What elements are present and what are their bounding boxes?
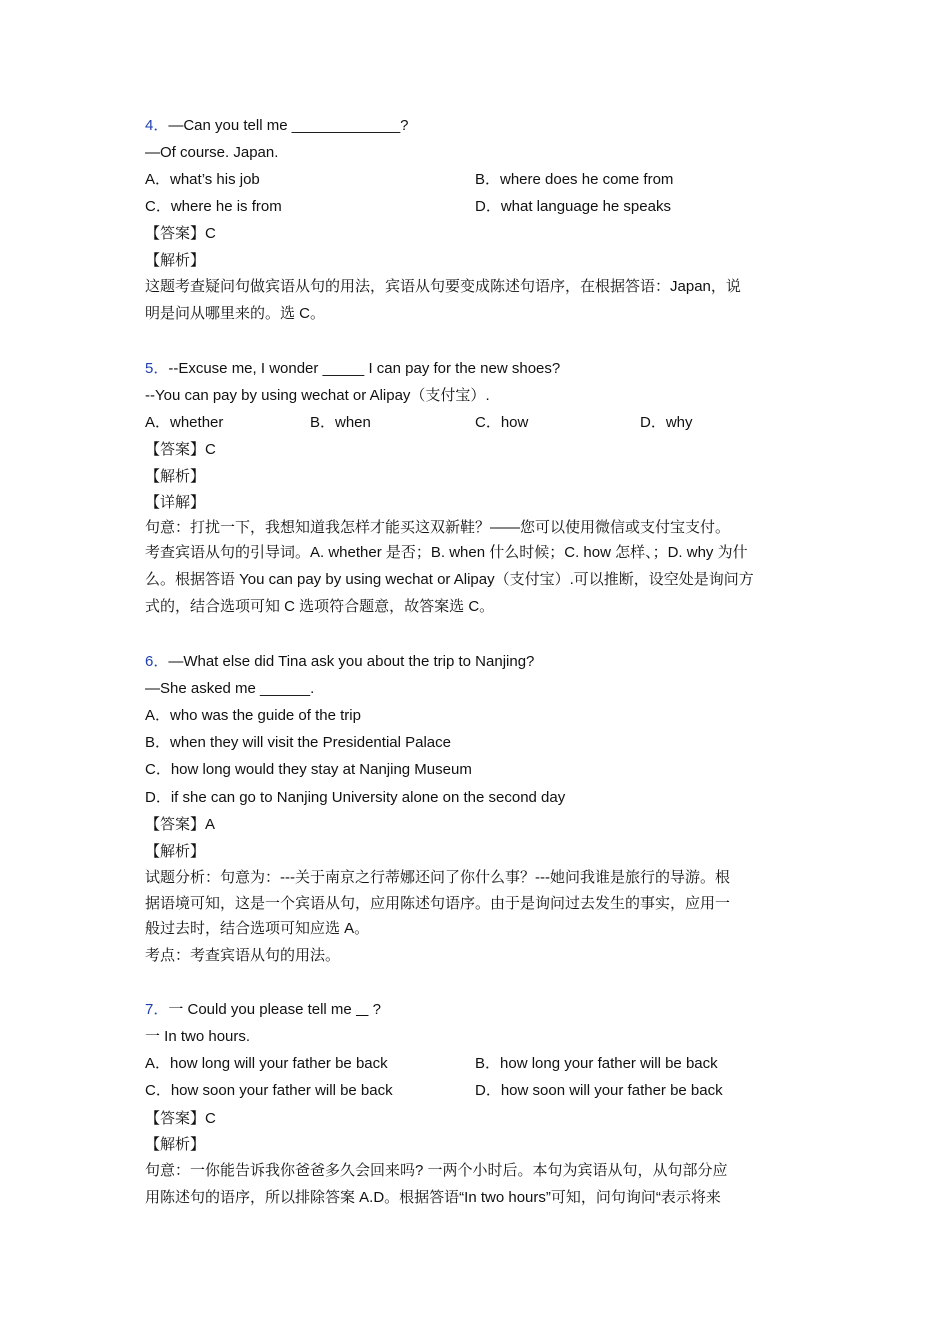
explanation-line: 试题分析：句意为：---关于南京之行蒂娜还问了你什么事？---她问我谁是旅行的导游。根 xyxy=(145,869,730,886)
explanation-line: 么。根据答语 You can pay by using wechat or Alipay（支付宝）.可以推断，设空处是询问方 xyxy=(145,571,754,588)
question-stem: 7．一 Could you please tell me ? xyxy=(145,1001,381,1018)
answer-label: 【答案】C xyxy=(145,1110,216,1127)
option-a: A．whether xyxy=(145,414,224,431)
explanation-line: 考点：考查宾语从句的用法。 xyxy=(145,947,341,964)
explanation-line: 考查宾语从句的引导词。A. whether 是否；B. when 什么时候；C. how 怎样、；D. why 为什 xyxy=(145,544,748,561)
question-number: 6． xyxy=(145,653,169,670)
option-b: B．where does he come from xyxy=(475,171,674,188)
explanation-line: 般过去时，结合选项可知应选 A。 xyxy=(145,920,370,937)
answer-blank xyxy=(356,1001,369,1018)
explanation-line: 式的，结合选项可知 C 选项符合题意，故答案选 C。 xyxy=(145,598,495,615)
question-number: 7． xyxy=(145,1001,169,1018)
question-reply: --You can pay by using wechat or Alipay（支付宝）. xyxy=(145,387,490,404)
analysis-label: 【解析】 xyxy=(145,843,206,860)
option-c: C．how long would they stay at Nanjing Museum xyxy=(145,761,472,778)
explanation-line: 用陈述句的语序，所以排除答案 A.D。根据答语“In two hours”可知，问句询问“表示将来 xyxy=(145,1189,721,1206)
option-d: D．if she can go to Nanjing University alone on the second day xyxy=(145,789,566,806)
explanation-line: 句意：一你能告诉我你爸爸多久会回来吗? 一两个小时后。本句为宾语从句，从句部分应 xyxy=(145,1162,728,1179)
option-a: A．who was the guide of the trip xyxy=(145,707,361,724)
option-d: D．why xyxy=(640,414,693,431)
question-reply: 一 In two hours. xyxy=(145,1028,251,1045)
question-stem: 6．—What else did Tina ask you about the trip to Nanjing? xyxy=(145,653,535,670)
option-b: B．when xyxy=(310,414,371,431)
question-stem: 4．—Can you tell me _____________? xyxy=(145,117,409,134)
option-d: D．how soon will your father be back xyxy=(475,1082,723,1099)
detail-label: 【详解】 xyxy=(145,494,206,511)
question-number: 4． xyxy=(145,117,169,134)
option-b: B．when they will visit the Presidential Palace xyxy=(145,734,451,751)
explanation-line: 这题考查疑问句做宾语从句的用法，宾语从句要变成陈述句语序，在根据答语：Japan，说 xyxy=(145,278,741,295)
explanation-line: 据语境可知，这是一个宾语从句，应用陈述句语序。由于是询问过去发生的事实，应用一 xyxy=(145,895,731,912)
analysis-label: 【解析】 xyxy=(145,1136,206,1153)
option-c: C．how soon your father will be back xyxy=(145,1082,393,1099)
analysis-label: 【解析】 xyxy=(145,252,206,269)
answer-label: 【答案】C xyxy=(145,441,216,458)
answer-label: 【答案】A xyxy=(145,816,216,833)
question-reply: —She asked me ______. xyxy=(145,680,315,697)
question-stem: 5．--Excuse me, I wonder _____ I can pay for the new shoes? xyxy=(145,360,561,377)
option-b: B．how long your father will be back xyxy=(475,1055,718,1072)
answer-label: 【答案】C xyxy=(145,225,216,242)
option-c: C．where he is from xyxy=(145,198,282,215)
explanation-line: 句意：打扰一下，我想知道我怎样才能买这双新鞋？——您可以使用微信或支付宝支付。 xyxy=(145,519,731,536)
question-reply: —Of course. Japan. xyxy=(145,144,279,161)
explanation-line: 明是问从哪里来的。选 C。 xyxy=(145,305,326,322)
option-c: C．how xyxy=(475,414,529,431)
analysis-label: 【解析】 xyxy=(145,468,206,485)
option-d: D．what language he speaks xyxy=(475,198,671,215)
option-a: A．how long will your father be back xyxy=(145,1055,388,1072)
option-a: A．what’s his job xyxy=(145,171,260,188)
question-number: 5． xyxy=(145,360,169,377)
